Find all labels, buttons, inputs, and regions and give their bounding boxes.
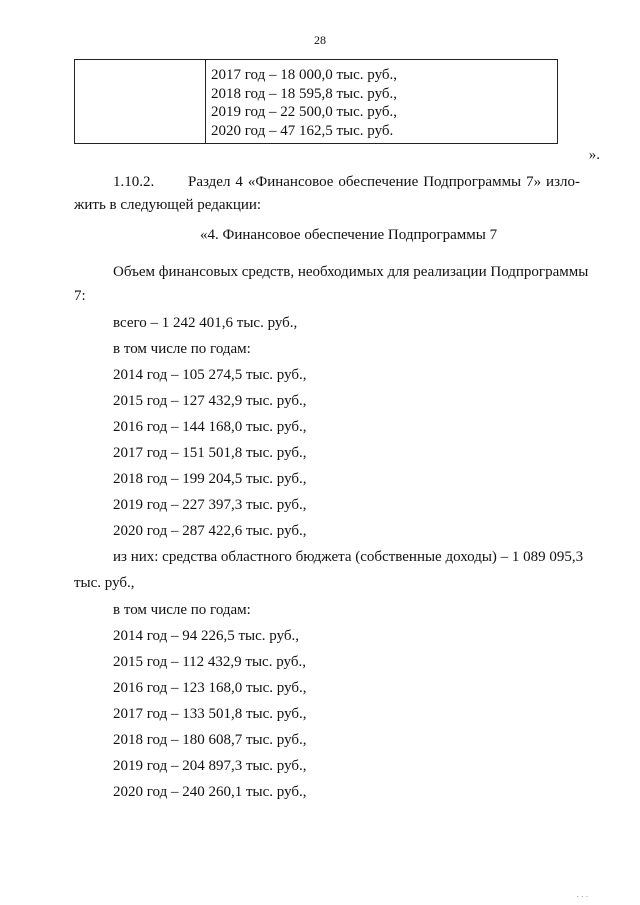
by-years-label: в том числе по годам: (113, 341, 251, 357)
regional-budget-line-1: из них: средства областного бюджета (собственные доходы) – 1 089 095,3 (113, 549, 584, 565)
scan-mark: . . . (576, 889, 588, 899)
list-item: 2019 год – 227 397,3 тыс. руб., (113, 497, 307, 513)
table-row: 2018 год – 18 595,8 тыс. руб., (211, 85, 398, 102)
table-row: 2020 год – 47 162,5 тыс. руб. (211, 122, 394, 139)
list-item: 2020 год – 240 260,1 тыс. руб., (113, 784, 307, 800)
by-years-label: в том числе по годам: (113, 602, 251, 618)
table-cell-years (211, 66, 397, 140)
list-item: 2020 год – 287 422,6 тыс. руб., (113, 523, 307, 539)
list-item: 2016 год – 144 168,0 тыс. руб., (113, 419, 307, 435)
section-heading: «4. Финансовое обеспечение Подпрограммы 7 (200, 227, 498, 243)
list-item: 2017 год – 133 501,8 тыс. руб., (113, 706, 307, 722)
table-row: 2017 год – 18 000,0 тыс. руб., (211, 67, 398, 83)
page-number: 28 (314, 33, 326, 47)
table-row: 2019 год – 22 500,0 тыс. руб., (211, 104, 398, 120)
funding-table-fragment (74, 59, 558, 144)
list-item: 2015 год – 112 432,9 тыс. руб., (113, 654, 306, 670)
intro-line-1: Объем финансовых средств, необходимых для реализации Подпрограммы (113, 264, 589, 280)
list-item: 2014 год – 94 226,5 тыс. руб., (113, 628, 300, 644)
list-item: 2014 год – 105 274,5 тыс. руб., (113, 367, 307, 383)
intro-line-2: 7: (74, 288, 86, 304)
total-amount: всего – 1 242 401,6 тыс. руб., (113, 315, 298, 331)
item-number: 1.10.2. (113, 174, 155, 190)
item-text-line-1: Раздел 4 «Финансовое обеспечение Подпрограммы 7» изло- (188, 174, 580, 190)
list-item: 2016 год – 123 168,0 тыс. руб., (113, 680, 307, 696)
list-item: 2018 год – 199 204,5 тыс. руб., (113, 471, 307, 487)
item-text-line-2: жить в следующей редакции: (74, 197, 262, 213)
list-item: 2017 год – 151 501,8 тыс. руб., (113, 445, 307, 461)
list-item: 2015 год – 127 432,9 тыс. руб., (113, 393, 307, 409)
regional-budget-line-2: тыс. руб., (74, 575, 135, 591)
list-item: 2018 год – 180 608,7 тыс. руб., (113, 732, 307, 748)
closing-quote: ». (588, 147, 600, 163)
table-column-divider (205, 60, 206, 143)
list-item: 2019 год – 204 897,3 тыс. руб., (113, 758, 307, 774)
